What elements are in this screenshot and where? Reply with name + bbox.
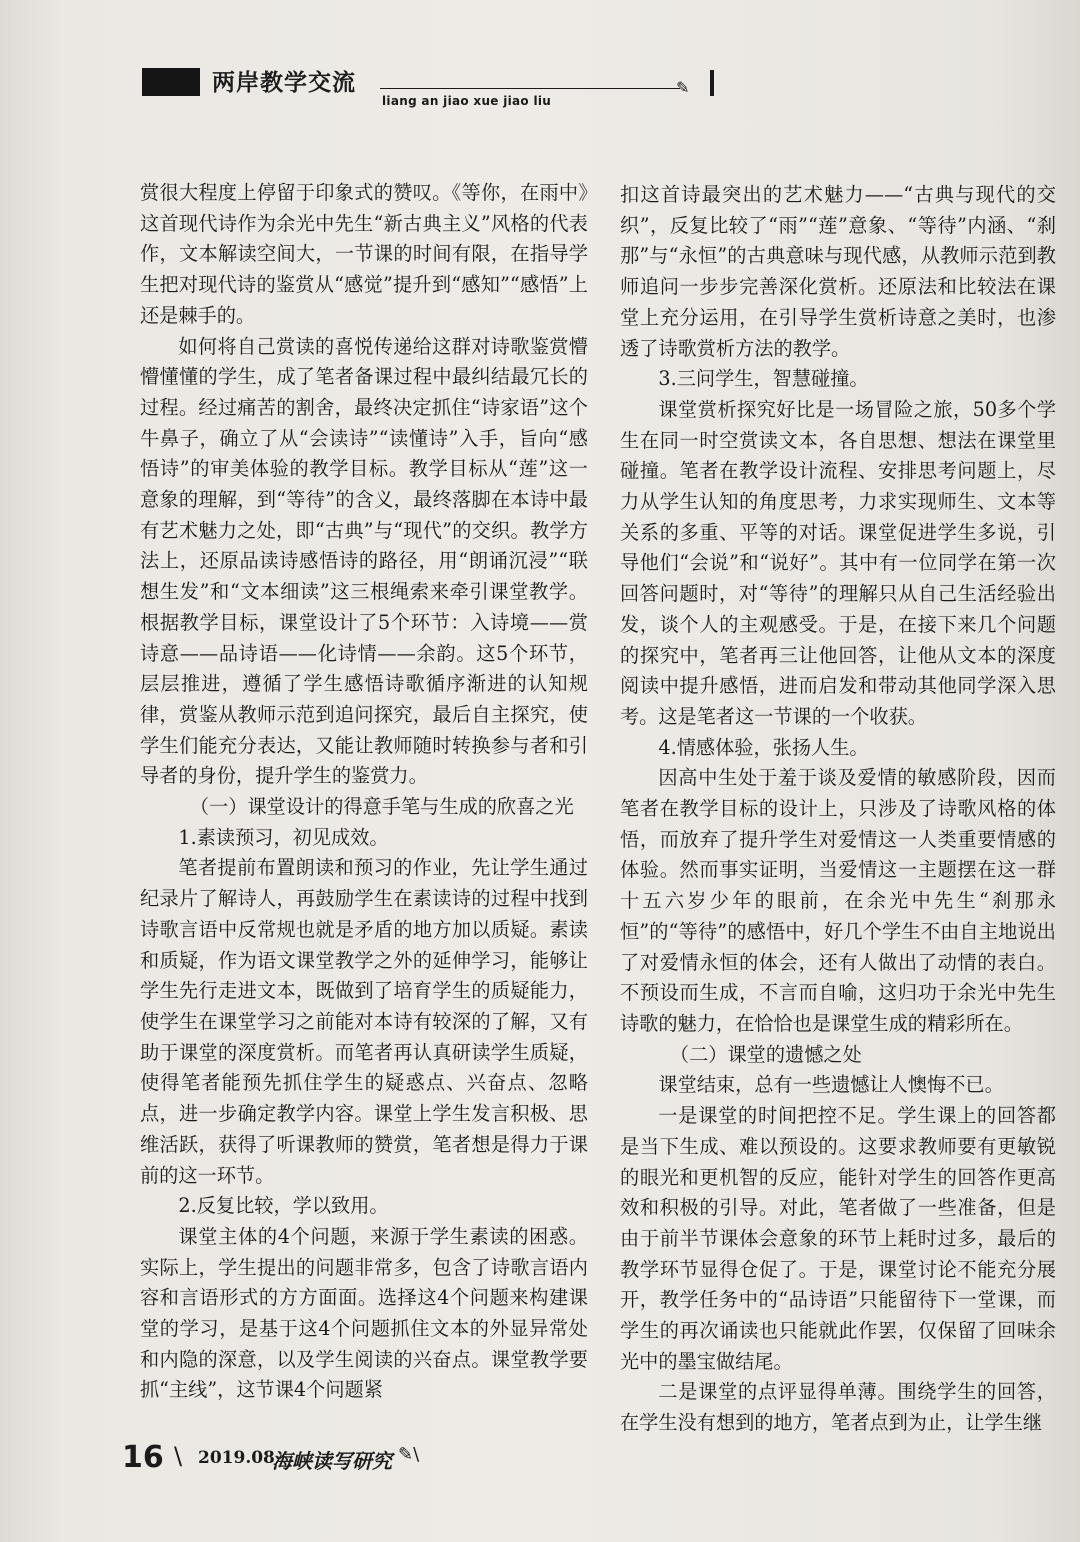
paragraph: 如何将自己赏读的喜悦传递给这群对诗歌鉴赏懵懵懂懂的学生，成了笔者备课过程中最纠结最冗长的过程。经过痛苦的割舍，最终决定抓住“诗家语”这个牛鼻子，确立了从“会读诗”“读懂诗”入手，旨向“感悟诗”的审美体验的教学目标。教学目标从“莲”这一意象的理解，到“等待”的含义，最终落脚在本诗中最有艺术魅力之处，即“古典”与“现代”的交织。教学方法上，还原品读诗感悟诗的路径，用“朗诵沉浸”“联想生发”和“文本细读”这三根绳索来牵引课堂教学。根据教学目标，课堂设计了5个环节：入诗境——赏诗意——品诗语——化诗情——余韵。这5个环节，层层推进，遵循了学生感悟诗歌循序渐进的认知规律，赏鉴从教师示范到追问探究，最后自主探究，使学生们能充分表达，又能让教师随时转换参与者和引导者的身份，提升学生的鉴赏力。	[140, 334, 588, 788]
paragraph: 笔者提前布置朗读和预习的作业，先让学生通过纪录片了解诗人，再鼓励学生在素读诗的过程中找到诗歌言语中反常规也就是矛盾的地方加以质疑。素读和质疑，作为语文课堂教学之外的延伸学习，能够让学生先行走进文本，既做到了培育学生的质疑能力，使学生在课堂学习之前能对本诗有较深的了解，又有助于课堂的深度赏析。而笔者再认真研读学生质疑，使得笔者能预先抓住学生的疑惑点、兴奋点、忽略点，进一步确定教学内容。课堂上学生发言积极、思维活跃，获得了听课教师的赞赏，笔者想是得力于课前的这一环节。	[140, 856, 588, 1187]
paragraph: 赏很大程度上停留于印象式的赞叹。《等你，在雨中》这首现代诗作为余光中先生“新古典主义”风格的代表作，文本解读空间大，一节课的时间有限，在指导学生把对现代诗的鉴赏从“感觉”提升到“感知”“感悟”上还是棘手的。	[140, 181, 588, 327]
pencil-slash-icon: ✎\	[398, 1444, 420, 1465]
header-bar	[710, 70, 714, 96]
header-black-block	[142, 68, 200, 96]
issue-date: 2019.08	[198, 1448, 275, 1468]
paragraph: 扣这首诗最突出的艺术魅力——“古典与现代的交织”，反复比较了“雨”“莲”意象、“等待”内涵、“刹那”与“永恒”的古典意味与现代感，从教师示范到教师追问一步步完善深化赏析。还原法和比较法在课堂上充分运用，在引导学生赏析诗意之美时，也渗透了诗歌赏析方法的教学。	[620, 183, 1056, 360]
paragraph: 课堂主体的4个问题，来源于学生素读的困惑。实际上，学生提出的问题非常多，包含了诗歌言语内容和言语形式的方方面面。选择这4个问题来构建课堂的学习，是基于这4个问题抓住文本的外显异常处和内隐的深意，以及学生阅读的兴奋点。课堂教学要抓“主线”，这节课4个问题紧	[140, 1224, 588, 1402]
subsection-heading: 1.素读预习，初见成效。	[178, 825, 389, 849]
page-number: 16	[122, 1440, 164, 1475]
subsection-heading: 2.反复比较，学以致用。	[178, 1194, 389, 1218]
paragraph: 二是课堂的点评显得单薄。围绕学生的回答，在学生没有想到的地方，笔者点到为止，让学生继	[620, 1380, 1056, 1435]
subsection-heading: 4.情感体验，张扬人生。	[658, 735, 869, 759]
paragraph: 课堂赏析探究好比是一场冒险之旅，50多个学生在同一时空赏读文本，各自思想、想法在课堂里碰撞。笔者在教学设计流程、安排思考问题上，尽力从学生认知的角度思考，力求实现师生、文本等关系的多重、平等的对话。课堂促进学生多说，引导他们“会说”和“说好”。其中有一位同学在第一次回答问题时，对“等待”的理解只从自己生活经验出发，谈个人的主观感受。于是，在接下来几个问题的探究中，笔者再三让他回答，让他从文本的深度阅读中提升感悟，进而启发和带动其他同学深入思考。这是笔者这一节课的一个收获。	[620, 397, 1056, 728]
right-column	[620, 180, 1056, 1439]
paragraph: 因高中生处于羞于谈及爱情的敏感阶段，因而笔者在教学目标的设计上，只涉及了诗歌风格的体悟，而放弃了提升学生对爱情这一人类重要情感的体验。然而事实证明，当爱情这一主题摆在这一群十五六岁少年的眼前，在余光中先生“刹那永恒”的“等待”的感悟中，好几个学生不由自主地说出了对爱情永恒的体会，还有人做出了动情的表白。不预设而生成，不言而自喻，这归功于余光中先生诗歌的魅力，在恰恰也是课堂生成的精彩所在。	[620, 766, 1056, 1035]
paragraph: 课堂结束，总有一些遗憾让人懊悔不已。	[658, 1073, 1004, 1097]
section-header	[142, 68, 690, 118]
section-heading: （一）课堂设计的得意手笔与生成的欣喜之光	[189, 795, 574, 819]
left-column	[140, 178, 588, 1406]
paragraph: 一是课堂的时间把控不足。学生课上的回答都是当下生成、难以预设的。这要求教师要有更敏锐的眼光和更机智的反应，能针对学生的回答作更高效和积极的引导。对此，笔者做了一些准备，但是由于前半节课体会意象的环节上耗时过多，最后的教学环节显得仓促了。于是，课堂讨论不能充分展开，教学任务中的“品诗语”只能留待下一堂课，而学生的再次诵读也只能就此作罢，仅保留了回味余光中的墨宝做结尾。	[620, 1104, 1056, 1373]
pencil-icon: ✎	[676, 78, 690, 97]
section-title: 两岸教学交流	[212, 69, 356, 96]
page-footer	[122, 1440, 522, 1480]
section-heading: （二）课堂的遗憾之处	[669, 1042, 862, 1066]
journal-name: 海峡读写研究	[272, 1449, 392, 1473]
section-subtitle-pinyin: liang an jiao xue jiao liu	[382, 94, 552, 108]
subsection-heading: 3.三问学生，智慧碰撞。	[658, 367, 869, 391]
header-rule	[380, 88, 680, 89]
backslash-separator: \	[174, 1442, 183, 1470]
